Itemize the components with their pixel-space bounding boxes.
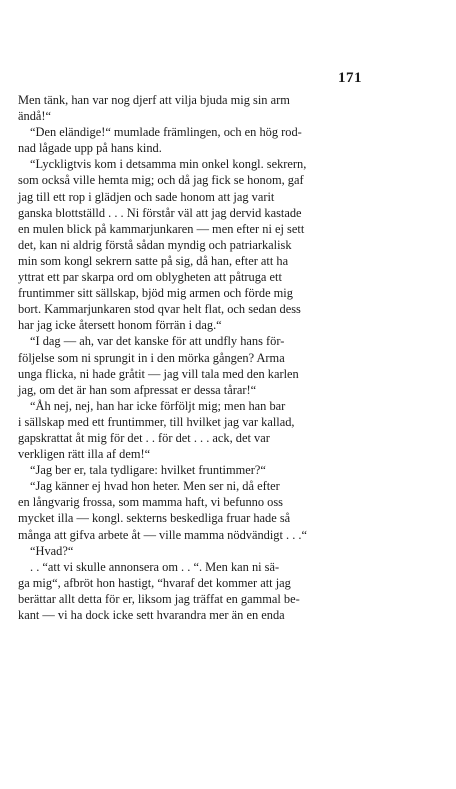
text-line: bort. Kammarjunkaren stod qvar helt flat, och sedan dess [18, 302, 301, 317]
text-line: . . “att vi skulle annonsera om . . “. Men kan ni sä- [30, 559, 280, 574]
text-line: “I dag — ah, var det kanske för att undfly hans för- [30, 334, 285, 349]
text-line: berättar allt detta för er, liksom jag träffat en gammal be- [18, 591, 300, 606]
text-line: “Jag ber er, tala tydligare: hvilket fruntimmer?“ [30, 463, 266, 478]
text-line: ganska blottställd . . . Ni förstår väl att jag dervid kastade [18, 205, 302, 220]
text-line: fruntimmer sitt sällskap, bjöd mig armen och förde mig [18, 286, 293, 301]
text-line: som också ville hemta mig; och då jag fick se honom, gaf [18, 173, 304, 188]
text-line: jag, om det är han som afpressat er dessa tårar!“ [18, 382, 257, 397]
text-line: “Åh nej, nej, han har icke förföljt mig; men han bar [30, 398, 286, 413]
text-line: kant — vi ha dock icke sett hvarandra mer än en enda [18, 608, 285, 622]
text-line: min som kongl sekrern satte på sig, då han, efter att ha [18, 253, 289, 268]
text-line: i sällskap med ett fruntimmer, till hvilket jag var kallad, [18, 414, 295, 429]
text-line: en mulen blick på kammarjunkaren — men efter ni ej sett [18, 221, 305, 236]
text-line: det, kan ni aldrig förstå sådan myndig och patriarkalisk [18, 237, 292, 252]
text-line: ändå!“ [18, 109, 52, 124]
text-line: mycket illa — kongl. sekterns beskedliga fruar hade så [18, 511, 291, 526]
text-line: “Jag känner ej hvad hon heter. Men ser ni, då efter [30, 479, 280, 494]
text-line: “Lyckligtvis kom i detsamma min onkel kongl. sekrern, [30, 157, 307, 172]
text-line: unga flicka, ni hade gråtit — jag vill tala med den karlen [18, 366, 299, 381]
text-line: många att gifva arbete åt — ville mamma nödvändigt . . .“ [18, 527, 308, 542]
text-line: verkligen rätt illa af dem!“ [18, 447, 151, 462]
text-line: följelse som ni sprungit in i den mörka gången? Arma [18, 350, 285, 365]
text-line: “Den eländige!“ mumlade främlingen, och en hög rod- [30, 125, 302, 140]
text-line: yttrat ett par skarpa ord om oblygheten att påtruga ett [18, 270, 282, 285]
text-line: en långvarig frossa, som mamma haft, vi befunno oss [18, 495, 283, 510]
text-line: jag till ett rop i glädjen och sade honom att jag varit [18, 189, 275, 204]
text-line: “Hvad?“ [30, 543, 74, 558]
text-line: ga mig“, afbröt hon hastigt, “hvaraf det kommer att jag [18, 575, 291, 590]
page-number: 171 [338, 70, 362, 86]
text-line: gapskrattat åt mig för det . . för det . . . ack, det var [18, 430, 270, 445]
text-line: Men tänk, han var nog djerf att vilja bjuda mig sin arm [18, 93, 290, 107]
text-line: nad lågade upp på hans kind. [18, 141, 162, 156]
text-line: har jag icke återsett honom förrän i dag.“ [18, 318, 222, 333]
body-text [18, 92, 390, 623]
